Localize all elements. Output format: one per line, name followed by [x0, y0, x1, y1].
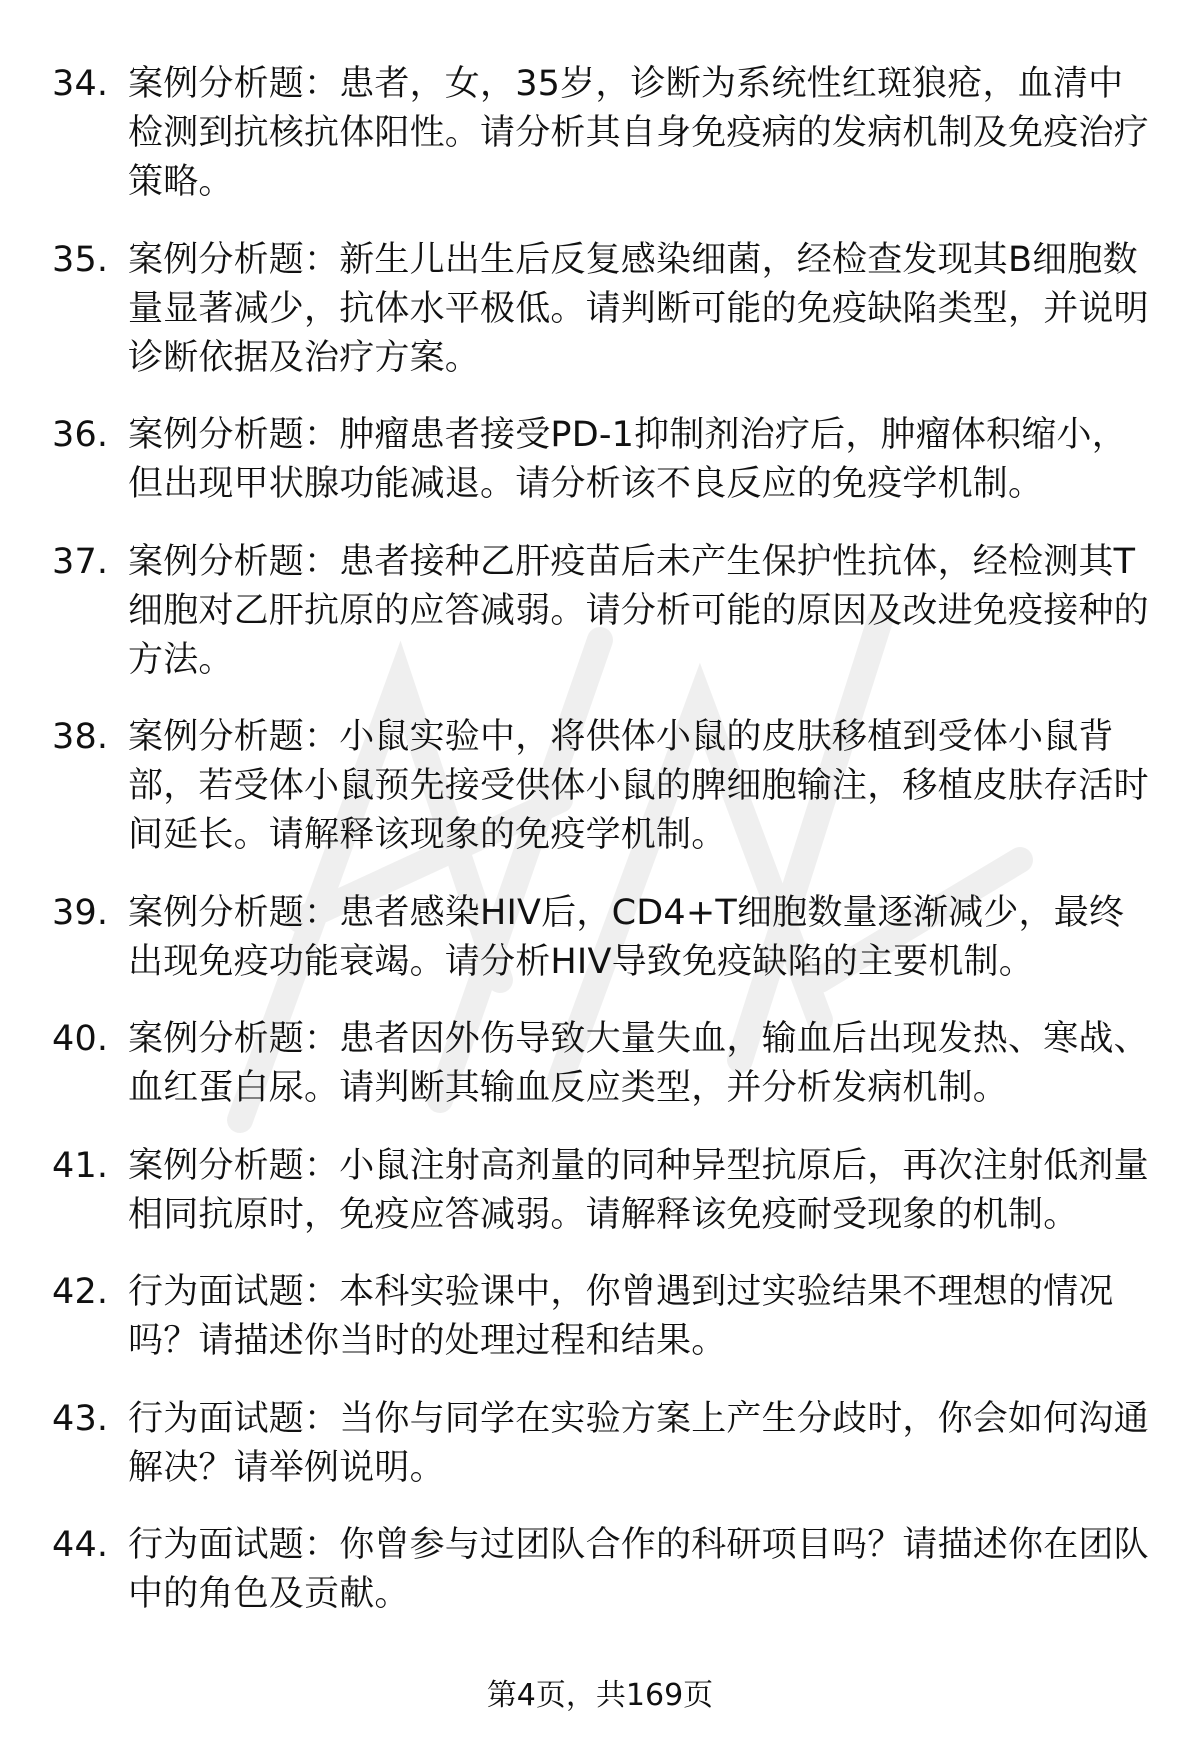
question-text: 案例分析题：患者因外伤导致大量失血，输血后出现发热、寒战、血红蛋白尿。请判断其输血反应类型，并分析发病机制。 — [128, 1019, 1149, 1108]
question-item — [52, 1395, 1152, 1493]
question-number: 42. — [52, 1272, 109, 1312]
question-number: 39. — [52, 892, 109, 933]
question-number: 41. — [52, 1145, 109, 1186]
question-item — [52, 236, 1152, 383]
question-number: 35. — [52, 239, 109, 280]
question-text: 案例分析题：肿瘤患者接受PD-1抑制剂治疗后，肿瘤体积缩小，但出现甲状腺功能减退。请分析该不良反应的免疫学机制。 — [128, 415, 1127, 504]
question-item — [52, 411, 1152, 509]
question-text: 案例分析题：患者，女，35岁，诊断为系统性红斑狼疮，血清中检测到抗核抗体阳性。请分析其自身免疫病的发病机制及免疫治疗策略。 — [128, 64, 1149, 202]
question-item — [52, 1268, 1152, 1366]
question-item — [52, 1015, 1152, 1113]
question-item — [52, 889, 1152, 987]
question-item — [52, 1521, 1152, 1619]
question-text: 行为面试题：当你与同学在实验方案上产生分歧时，你会如何沟通解决？请举例说明。 — [128, 1398, 1149, 1488]
question-number: 38. — [52, 717, 109, 757]
question-text: 行为面试题：你曾参与过团队合作的科研项目吗？请描述你在团队中的角色及贡献。 — [128, 1525, 1149, 1614]
question-list — [52, 60, 1152, 1648]
question-item — [52, 60, 1152, 207]
question-text: 案例分析题：小鼠注射高剂量的同种异型抗原后，再次注射低剂量相同抗原时，免疫应答减弱。请解释该免疫耐受现象的机制。 — [128, 1145, 1149, 1235]
question-number: 43. — [52, 1398, 109, 1439]
question-item — [52, 713, 1152, 860]
question-text: 案例分析题：患者接种乙肝疫苗后未产生保护性抗体，经检测其T细胞对乙肝抗原的应答减弱。请分析可能的原因及改进免疫接种的方法。 — [128, 541, 1149, 680]
question-number: 36. — [52, 415, 109, 455]
question-text: 案例分析题：小鼠实验中，将供体小鼠的皮肤移植到受体小鼠背部，若受体小鼠预先接受供体小鼠的脾细胞输注，移植皮肤存活时间延长。请解释该现象的免疫学机制。 — [128, 717, 1149, 855]
question-number: 37. — [52, 541, 109, 582]
page-footer — [0, 1676, 1200, 1716]
page-number-label: 第4页，共169页 — [486, 1678, 714, 1713]
question-text: 案例分析题：患者感染HIV后，CD4+T细胞数量逐渐减少，最终出现免疫功能衰竭。请分析HIV导致免疫缺陷的主要机制。 — [128, 892, 1125, 982]
question-item — [52, 538, 1152, 685]
question-text: 案例分析题：新生儿出生后反复感染细菌，经检查发现其B细胞数量显著减少，抗体水平极低。请判断可能的免疫缺陷类型，并说明诊断依据及治疗方案。 — [128, 239, 1149, 378]
question-number: 44. — [52, 1525, 109, 1565]
question-number: 34. — [52, 64, 109, 104]
question-number: 40. — [52, 1019, 109, 1059]
question-item — [52, 1142, 1152, 1240]
question-text: 行为面试题：本科实验课中，你曾遇到过实验结果不理想的情况吗？请描述你当时的处理过程和结果。 — [128, 1272, 1114, 1361]
